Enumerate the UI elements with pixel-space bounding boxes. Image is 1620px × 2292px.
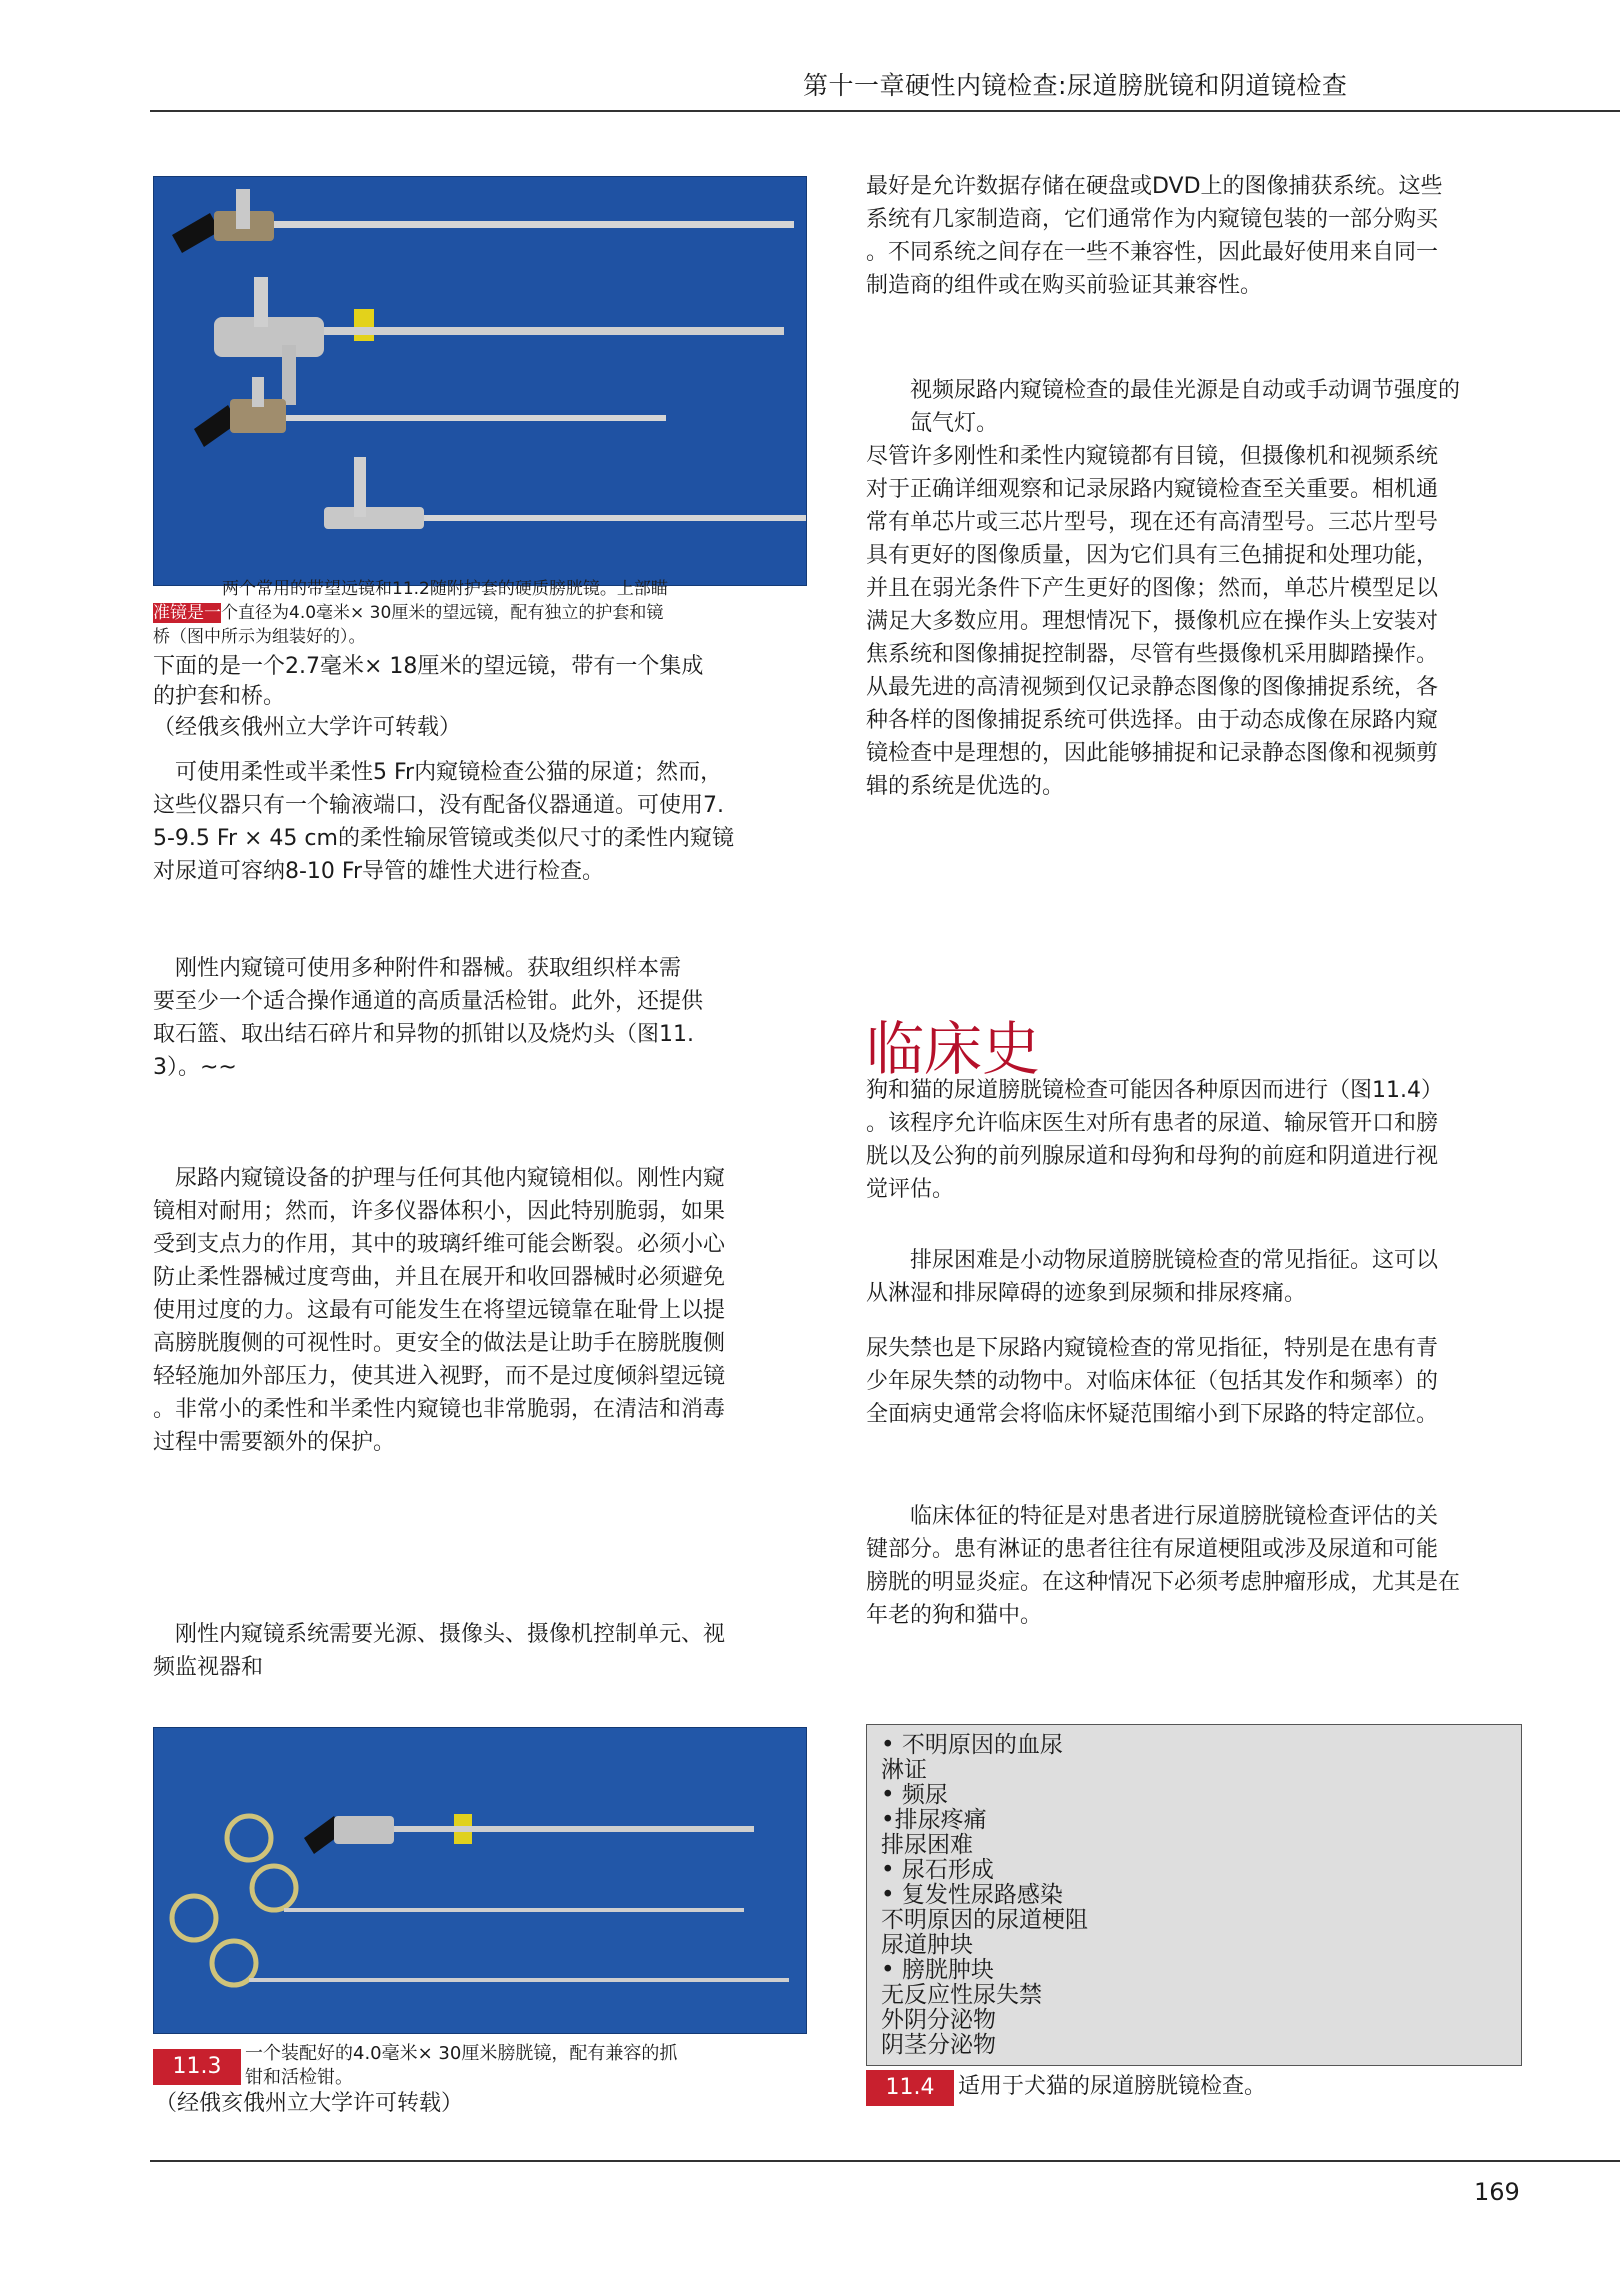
cystoscope-forceps-illustration bbox=[154, 1728, 806, 2033]
figure-11-2-caption-line2 bbox=[153, 601, 813, 625]
indication-item: 尿道肿块 bbox=[881, 1932, 973, 1958]
right-paragraph-3 bbox=[866, 1074, 1536, 1206]
figure-11-2-caption-line1: 两个常用的带望远镜和11.2随附护套的硬质膀胱镜。上部瞄 bbox=[222, 579, 668, 599]
text-line: 全面病史通常会将临床怀疑范围缩小到下尿路的特定部位。 bbox=[866, 1402, 1439, 1427]
text-line: 具有更好的图像质量，因为它们具有三色捕捉和处理功能， bbox=[866, 543, 1439, 568]
indication-item: 排尿困难 bbox=[881, 1832, 973, 1858]
text-line: 最好是允许数据存储在硬盘或DVD上的图像捕获系统。这些 bbox=[866, 174, 1443, 199]
text-line: 胱以及公狗的前列腺尿道和母狗和母狗的前庭和阴道进行视 bbox=[866, 1144, 1439, 1169]
text-line: 过程中需要额外的保护。 bbox=[153, 1430, 396, 1455]
running-header: 第十一章硬性内镜检查:尿道膀胱镜和阴道镜检查 bbox=[803, 71, 1348, 100]
header-rule bbox=[150, 110, 1620, 112]
figure-11-3-photo bbox=[153, 1727, 807, 2034]
text-line: 焦系统和图像捕捉控制器，尽管有些摄像机采用脚踏操作。 bbox=[866, 642, 1439, 667]
text-line: 尿失禁也是下尿路内窥镜检查的常见指征，特别是在患有青 bbox=[866, 1336, 1439, 1361]
left-paragraph-3 bbox=[153, 1162, 813, 1459]
figure-11-2-highlight: 准镜是一 bbox=[153, 603, 221, 623]
figure-11-2-photo bbox=[153, 176, 807, 586]
text-line: 使用过度的力。这最有可能发生在将望远镜靠在耻骨上以提 bbox=[153, 1298, 726, 1323]
indication-item: 不明原因的尿道梗阻 bbox=[881, 1907, 1088, 1933]
figure-11-2-caption-text: 个直径为4.0毫米× 30厘米的望远镜，配有独立的护套和镜 bbox=[221, 603, 664, 623]
right-paragraph-1 bbox=[866, 170, 1526, 302]
text-line: 视频尿路内窥镜检查的最佳光源是自动或手动调节强度的 bbox=[866, 378, 1461, 403]
text-line: 高膀胱腹侧的可视性时。更安全的做法是让助手在膀胱腹侧 bbox=[153, 1331, 726, 1356]
indication-item: • 膀胱肿块 bbox=[881, 1957, 994, 1983]
text-line: 年老的狗和猫中。 bbox=[866, 1603, 1043, 1628]
right-paragraph-2 bbox=[866, 374, 1536, 803]
left-paragraph-4 bbox=[153, 1618, 803, 1684]
text-line: 从淋湿和排尿障碍的迹象到尿频和排尿疼痛。 bbox=[866, 1281, 1307, 1306]
text-line: 。该程序允许临床医生对所有患者的尿道、输尿管开口和膀 bbox=[866, 1111, 1439, 1136]
text-line: 镜相对耐用；然而，许多仪器体积小，因此特别脆弱，如果 bbox=[153, 1199, 726, 1224]
text-line: 种各样的图像捕捉系统可供选择。由于动态成像在尿路内窥 bbox=[866, 708, 1439, 733]
footer-rule bbox=[150, 2160, 1620, 2162]
indications-box bbox=[866, 1724, 1522, 2066]
left-paragraph-2 bbox=[153, 952, 803, 1084]
text-line: 对于正确详细观察和记录尿路内窥镜检查至关重要。相机通 bbox=[866, 477, 1439, 502]
text-line: 5-9.5 Fr × 45 cm的柔性输尿管镜或类似尺寸的柔性内窥镜 bbox=[153, 826, 734, 851]
indication-item: • 不明原因的血尿 bbox=[881, 1732, 1063, 1758]
figure-11-3-caption-line2: 钳和活检钳。 bbox=[245, 2067, 353, 2088]
left-paragraph-1 bbox=[153, 756, 803, 888]
text-line: 从最先进的高清视频到仅记录静态图像的图像捕捉系统，各 bbox=[866, 675, 1439, 700]
indication-item: • 尿石形成 bbox=[881, 1857, 994, 1883]
text-line: 受到支点力的作用，其中的玻璃纤维可能会断裂。必须小心 bbox=[153, 1232, 726, 1257]
figure-11-2-caption-line3: 桥（图中所示为组装好的）。 bbox=[153, 627, 366, 647]
text-line: 这些仪器只有一个输液端口，没有配备仪器通道。可使用7. bbox=[153, 793, 724, 818]
figure-11-3-credit: （经俄亥俄州立大学许可转载） bbox=[155, 2091, 464, 2116]
indication-item: 外阴分泌物 bbox=[881, 2007, 996, 2033]
text-line: 要至少一个适合操作通道的高质量活检钳。此外，还提供 bbox=[153, 989, 704, 1014]
text-line: 刚性内窥镜系统需要光源、摄像头、摄像机控制单元、视 bbox=[153, 1622, 726, 1647]
right-paragraph-4 bbox=[866, 1244, 1536, 1310]
figure-11-2-credit: （经俄亥俄州立大学许可转载） bbox=[153, 715, 462, 740]
cystoscope-illustration bbox=[154, 177, 806, 585]
text-line: 。非常小的柔性和半柔性内窥镜也非常脆弱，在清洁和消毒 bbox=[153, 1397, 726, 1422]
text-line: 系统有几家制造商，它们通常作为内窥镜包装的一部分购买 bbox=[866, 207, 1439, 232]
text-line: 狗和猫的尿道膀胱镜检查可能因各种原因而进行（图11.4） bbox=[866, 1078, 1443, 1103]
figure-11-3-caption-line1: 一个装配好的4.0毫米× 30厘米膀胱镜，配有兼容的抓 bbox=[245, 2043, 678, 2064]
indication-item: • 频尿 bbox=[881, 1782, 948, 1808]
text-line: 尽管许多刚性和柔性内窥镜都有目镜，但摄像机和视频系统 bbox=[866, 444, 1439, 469]
text-line: 。不同系统之间存在一些不兼容性，因此最好使用来自同一 bbox=[866, 240, 1439, 265]
text-line: 尿路内窥镜设备的护理与任何其他内窥镜相似。刚性内窥 bbox=[153, 1166, 726, 1191]
text-line: 对尿道可容纳8-10 Fr导管的雄性犬进行检查。 bbox=[153, 859, 605, 884]
text-line: 制造商的组件或在购买前验证其兼容性。 bbox=[866, 273, 1263, 298]
indication-item: 无反应性尿失禁 bbox=[881, 1982, 1042, 2008]
text-line: 辑的系统是优选的。 bbox=[866, 774, 1065, 799]
text-line: 防止柔性器械过度弯曲，并且在展开和收回器械时必须避免 bbox=[153, 1265, 726, 1290]
text-line: 轻轻施加外部压力，使其进入视野，而不是过度倾斜望远镜 bbox=[153, 1364, 726, 1389]
text-line: 觉评估。 bbox=[866, 1177, 955, 1202]
text-line: 满足大多数应用。理想情况下，摄像机应在操作头上安装对 bbox=[866, 609, 1439, 634]
text-line: 并且在弱光条件下产生更好的图像；然而，单芯片模型足以 bbox=[866, 576, 1439, 601]
text-line: 可使用柔性或半柔性5 Fr内窥镜检查公猫的尿道；然而， bbox=[153, 760, 723, 785]
figure-11-3-tag: 11.3 bbox=[153, 2049, 241, 2085]
text-line: 常有单芯片或三芯片型号，现在还有高清型号。三芯片型号 bbox=[866, 510, 1439, 535]
page-number: 169 bbox=[1474, 2178, 1520, 2206]
figure-11-4-caption: 适用于犬猫的尿道膀胱镜检查。 bbox=[958, 2074, 1267, 2099]
figure-11-2-caption-line5: 的护套和桥。 bbox=[153, 684, 286, 709]
figure-11-4-tag: 11.4 bbox=[866, 2070, 954, 2106]
text-line: 频监视器和 bbox=[153, 1655, 264, 1680]
text-line: 镜检查中是理想的，因此能够捕捉和记录静态图像和视频剪 bbox=[866, 741, 1439, 766]
text-line: 膀胱的明显炎症。在这种情况下必须考虑肿瘤形成，尤其是在 bbox=[866, 1570, 1461, 1595]
text-line: 少年尿失禁的动物中。对临床体征（包括其发作和频率）的 bbox=[866, 1369, 1439, 1394]
indication-item: • 复发性尿路感染 bbox=[881, 1882, 1063, 1908]
right-paragraph-6 bbox=[866, 1500, 1536, 1632]
text-line: 临床体征的特征是对患者进行尿道膀胱镜检查评估的关 bbox=[866, 1504, 1439, 1529]
right-paragraph-5 bbox=[866, 1332, 1546, 1431]
text-line: 取石篮、取出结石碎片和异物的抓钳以及烧灼头（图11. bbox=[153, 1022, 694, 1047]
text-line: 氙气灯。 bbox=[866, 411, 999, 436]
text-line: 3）。~~ bbox=[153, 1055, 237, 1080]
text-line: 刚性内窥镜可使用多种附件和器械。获取组织样本需 bbox=[153, 956, 682, 981]
text-line: 键部分。患有淋证的患者往往有尿道梗阻或涉及尿道和可能 bbox=[866, 1537, 1439, 1562]
section-title-clinical-history: 临床史 bbox=[866, 1015, 1041, 1083]
indication-item: 阴茎分泌物 bbox=[881, 2032, 996, 2058]
indication-item: •排尿疼痛 bbox=[881, 1807, 987, 1833]
text-line: 排尿困难是小动物尿道膀胱镜检查的常见指征。这可以 bbox=[866, 1248, 1439, 1273]
figure-11-2-caption-line4: 下面的是一个2.7毫米× 18厘米的望远镜，带有一个集成 bbox=[153, 654, 704, 679]
indication-item: 淋证 bbox=[881, 1757, 927, 1783]
